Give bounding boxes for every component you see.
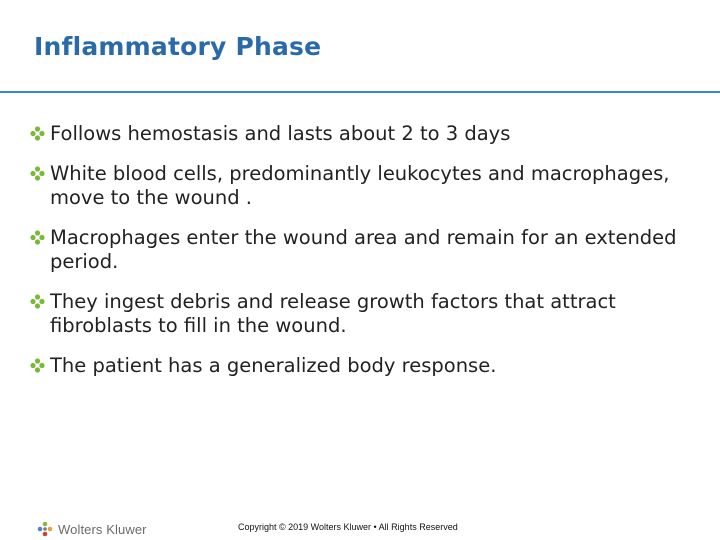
copyright-notice: Copyright © 2019 Wolters Kluwer • All Rights Reserved (238, 522, 458, 532)
diamond-dot-bullet-icon (30, 354, 48, 378)
bullet-item (30, 354, 700, 378)
wolters-kluwer-logo (36, 518, 147, 540)
bullet-text: White blood cells, predominantly leukocytes and macrophages, move to the wound . (50, 162, 670, 209)
bullet-item (30, 226, 700, 274)
slide-title: Inflammatory Phase (34, 32, 322, 61)
bullet-list (30, 122, 700, 394)
bullet-text: The patient has a generalized body response. (50, 354, 497, 377)
diamond-dot-bullet-icon (30, 290, 48, 314)
title-divider (0, 91, 720, 93)
bullet-item (30, 162, 700, 210)
wolters-kluwer-mark-icon (36, 520, 54, 538)
bullet-text: Follows hemostasis and lasts about 2 to 3 days (50, 122, 511, 145)
logo-text: Wolters Kluwer (58, 521, 147, 537)
bullet-item (30, 290, 700, 338)
bullet-text: They ingest debris and release growth factors that attract fibroblasts to fill in the wound. (50, 290, 616, 337)
diamond-dot-bullet-icon (30, 226, 48, 250)
diamond-dot-bullet-icon (30, 162, 48, 186)
diamond-dot-bullet-icon (30, 122, 48, 146)
bullet-text: Macrophages enter the wound area and remain for an extended period. (50, 226, 677, 273)
bullet-item (30, 122, 700, 146)
